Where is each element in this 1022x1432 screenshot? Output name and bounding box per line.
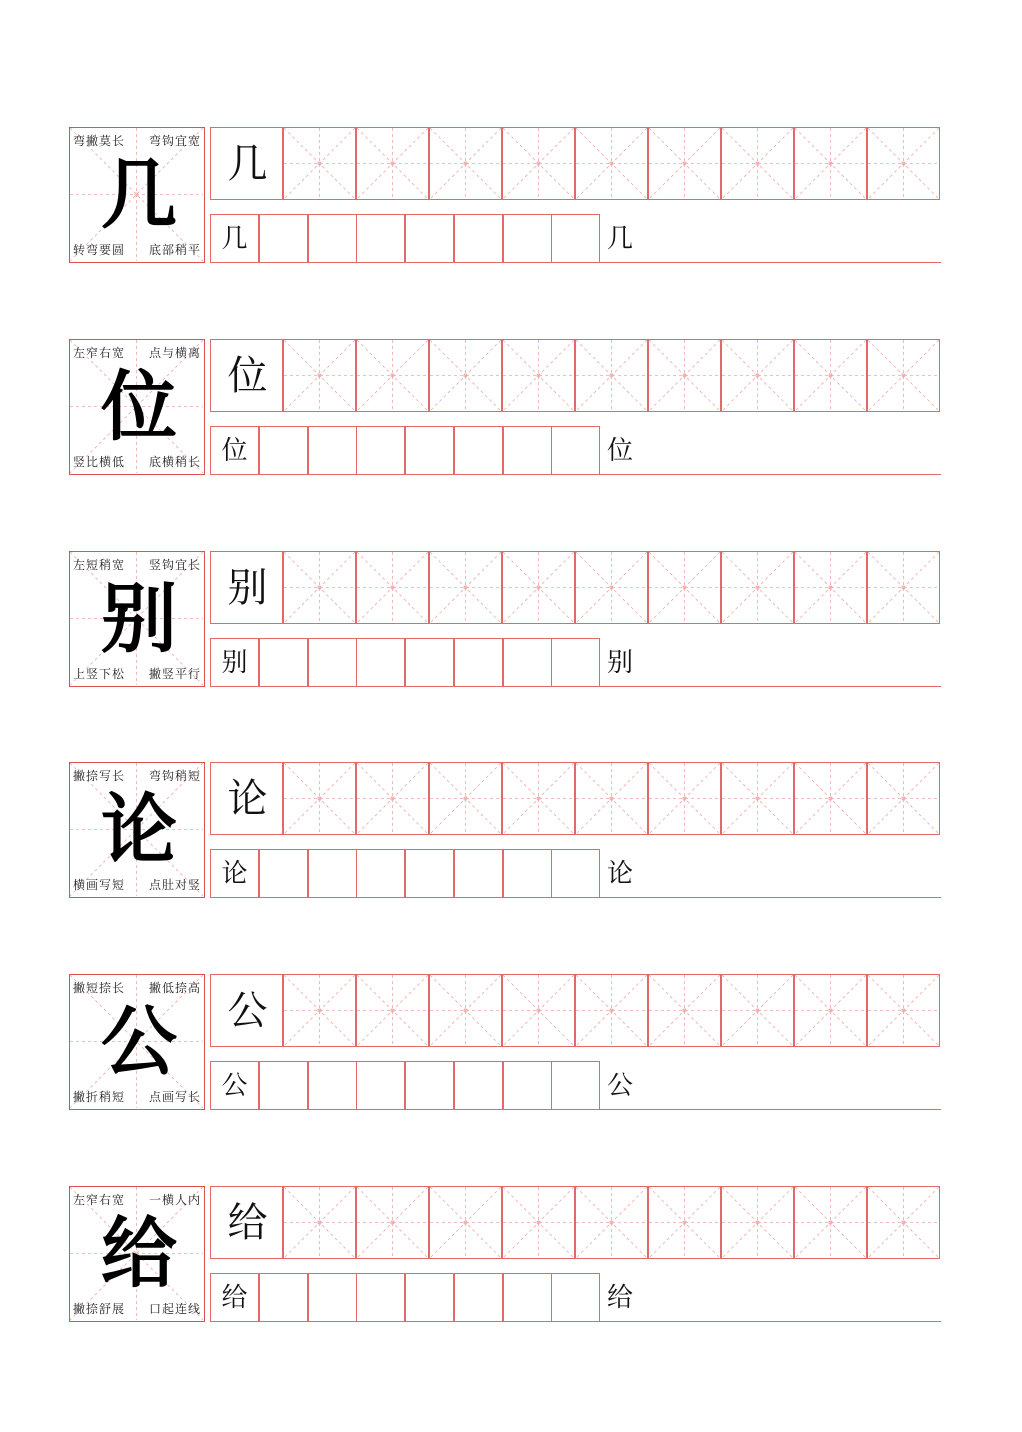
trailing-character: 别: [607, 648, 634, 678]
small-practice-row: [210, 849, 600, 898]
mi-grid-row: [210, 762, 941, 835]
small-practice-row: [210, 1061, 600, 1110]
stroke-guide-box: [69, 1186, 205, 1322]
guide-tip-br: 点肚对竖: [148, 878, 201, 892]
guide-character: 别: [101, 574, 177, 663]
mi-grid-lines: [722, 552, 793, 623]
writing-baseline: [210, 1321, 941, 1322]
small-practice-cell[interactable]: [454, 638, 503, 687]
small-practice-cell[interactable]: [356, 1273, 405, 1322]
mi-grid-lines: [430, 552, 501, 623]
mi-grid-lines: [795, 552, 866, 623]
guide-tip-br: 底部稍平: [148, 243, 201, 257]
practice-cell[interactable]: [429, 974, 502, 1047]
guide-tip-tl: 撇捺写长: [73, 769, 126, 783]
practice-cell[interactable]: [721, 127, 794, 200]
mi-grid-lines: [430, 975, 501, 1046]
small-model-cell: 给: [210, 1273, 259, 1322]
guide-character: 给: [101, 1209, 177, 1298]
mi-grid-lines: [868, 128, 939, 199]
mi-grid-lines: [357, 340, 428, 411]
practice-cell[interactable]: [721, 551, 794, 624]
stroke-guide-box: [69, 339, 205, 475]
small-practice-cell[interactable]: [551, 1273, 600, 1322]
practice-cell[interactable]: [575, 339, 648, 412]
small-practice-cell[interactable]: [259, 849, 308, 898]
small-practice-cell[interactable]: [454, 426, 503, 475]
practice-cell[interactable]: [429, 127, 502, 200]
small-practice-cell[interactable]: [503, 849, 552, 898]
guide-tip-tr: 弯钩宜宽: [148, 134, 201, 148]
small-practice-cell[interactable]: [259, 214, 308, 263]
trailing-character: 给: [607, 1283, 634, 1313]
mi-grid-row: [210, 551, 941, 624]
practice-cell[interactable]: [648, 762, 721, 835]
model-character: 位: [227, 353, 268, 399]
model-character: 论: [227, 776, 268, 822]
mi-grid-lines: [795, 763, 866, 834]
model-cell: [210, 127, 283, 200]
small-model-cell: 别: [210, 638, 259, 687]
practice-cell[interactable]: [575, 551, 648, 624]
mi-grid-lines: [576, 763, 647, 834]
character-block: [0, 339, 1022, 479]
guide-character: 公: [101, 997, 177, 1086]
practice-cell[interactable]: [575, 127, 648, 200]
guide-tip-tl: 左短稍宽: [73, 558, 126, 572]
writing-baseline: [210, 474, 941, 475]
guide-tip-tr: 撇低捺高: [148, 981, 201, 995]
mi-grid-row: [210, 1186, 941, 1259]
mi-grid-lines: [649, 128, 720, 199]
guide-tip-br: 撇竖平行: [148, 667, 201, 681]
small-practice-cell[interactable]: [503, 1061, 552, 1110]
small-practice-cell[interactable]: [308, 214, 357, 263]
mi-grid-lines: [868, 975, 939, 1046]
mi-grid-lines: [649, 975, 720, 1046]
small-practice-cell[interactable]: [356, 426, 405, 475]
model-cell: [210, 762, 283, 835]
small-practice-cell[interactable]: [551, 426, 600, 475]
mi-grid-lines: [284, 1187, 355, 1258]
mi-grid-lines: [649, 340, 720, 411]
mi-grid-lines: [357, 552, 428, 623]
mi-grid-lines: [503, 340, 574, 411]
stroke-guide-box: [69, 974, 205, 1110]
small-practice-cell[interactable]: [454, 1273, 503, 1322]
mi-grid-lines: [576, 128, 647, 199]
guide-tip-bl: 横画写短: [73, 878, 126, 892]
guide-tip-tr: 竖钩宜长: [148, 558, 201, 572]
practice-cell[interactable]: [283, 974, 356, 1047]
practice-cell[interactable]: [721, 974, 794, 1047]
mi-grid-row: [210, 974, 941, 1047]
writing-baseline: [210, 686, 941, 687]
small-practice-cell[interactable]: [405, 1061, 454, 1110]
mi-grid-row: [210, 127, 941, 200]
practice-cell[interactable]: [356, 127, 429, 200]
practice-cell[interactable]: [502, 974, 575, 1047]
mi-grid-lines: [503, 975, 574, 1046]
small-model-cell: 公: [210, 1061, 259, 1110]
small-practice-cell[interactable]: [503, 1273, 552, 1322]
mi-grid-lines: [868, 1187, 939, 1258]
guide-tip-br: 点画写长: [148, 1090, 201, 1104]
practice-cell[interactable]: [429, 339, 502, 412]
small-practice-cell[interactable]: [356, 214, 405, 263]
model-cell: [210, 339, 283, 412]
practice-cell[interactable]: [721, 339, 794, 412]
mi-grid-lines: [357, 128, 428, 199]
practice-cell[interactable]: [867, 551, 940, 624]
character-block: [0, 127, 1022, 267]
mi-grid-lines: [284, 552, 355, 623]
practice-cell[interactable]: [283, 339, 356, 412]
stroke-guide-box: [69, 127, 205, 263]
mi-grid-lines: [795, 975, 866, 1046]
practice-cell[interactable]: [283, 1186, 356, 1259]
mi-grid-lines: [795, 1187, 866, 1258]
small-model-cell: 论: [210, 849, 259, 898]
mi-grid-lines: [430, 128, 501, 199]
small-practice-cell[interactable]: [356, 849, 405, 898]
guide-tip-tr: 弯钩稍短: [148, 769, 201, 783]
mi-grid-lines: [357, 1187, 428, 1258]
guide-tip-br: 底横稍长: [148, 455, 201, 469]
mi-grid-lines: [576, 340, 647, 411]
practice-cell[interactable]: [794, 339, 867, 412]
small-practice-cell[interactable]: [551, 638, 600, 687]
mi-grid-lines: [722, 340, 793, 411]
mi-grid-lines: [357, 763, 428, 834]
character-block: [0, 762, 1022, 902]
mi-grid-lines: [284, 128, 355, 199]
mi-grid-lines: [795, 128, 866, 199]
guide-tip-br: 口起连线: [148, 1302, 201, 1316]
practice-cell[interactable]: [575, 1186, 648, 1259]
character-block: [0, 1186, 1022, 1326]
small-practice-row: [210, 638, 600, 687]
practice-cell[interactable]: [648, 339, 721, 412]
practice-cell[interactable]: [502, 551, 575, 624]
practice-cell[interactable]: [429, 551, 502, 624]
mi-grid-lines: [649, 1187, 720, 1258]
mi-grid-lines: [722, 128, 793, 199]
small-practice-cell[interactable]: [405, 214, 454, 263]
practice-cell[interactable]: [867, 127, 940, 200]
practice-cell[interactable]: [575, 762, 648, 835]
guide-tip-tl: 左窄右宽: [73, 346, 126, 360]
trailing-character: 公: [607, 1071, 634, 1101]
small-model-cell: 位: [210, 426, 259, 475]
mi-grid-lines: [503, 552, 574, 623]
mi-grid-lines: [868, 552, 939, 623]
practice-cell[interactable]: [721, 1186, 794, 1259]
practice-cell[interactable]: [502, 762, 575, 835]
practice-cell[interactable]: [356, 551, 429, 624]
mi-grid-lines: [868, 763, 939, 834]
small-practice-cell[interactable]: [308, 849, 357, 898]
practice-cell[interactable]: [356, 1186, 429, 1259]
small-practice-cell[interactable]: [503, 214, 552, 263]
guide-tip-tr: 一横人内: [148, 1193, 201, 1207]
guide-tip-bl: 上竖下松: [73, 667, 126, 681]
small-practice-cell[interactable]: [454, 1061, 503, 1110]
practice-cell[interactable]: [356, 974, 429, 1047]
practice-cell[interactable]: [794, 762, 867, 835]
practice-cell[interactable]: [648, 974, 721, 1047]
mi-grid-lines: [284, 340, 355, 411]
small-practice-row: [210, 426, 600, 475]
practice-cell[interactable]: [356, 339, 429, 412]
guide-tip-bl: 转弯要圆: [73, 243, 126, 257]
small-practice-cell[interactable]: [356, 1061, 405, 1110]
mi-grid-lines: [722, 1187, 793, 1258]
small-practice-cell[interactable]: [259, 638, 308, 687]
small-practice-row: [210, 214, 600, 263]
mi-grid-row: [210, 339, 941, 412]
guide-tip-tl: 弯撇莫长: [73, 134, 126, 148]
mi-grid-lines: [649, 763, 720, 834]
model-character: 几: [227, 141, 268, 187]
practice-cell[interactable]: [283, 551, 356, 624]
model-cell: [210, 551, 283, 624]
model-cell: [210, 1186, 283, 1259]
guide-character: 位: [101, 362, 177, 451]
small-practice-cell[interactable]: [356, 638, 405, 687]
character-block: [0, 974, 1022, 1114]
mi-grid-lines: [649, 552, 720, 623]
small-practice-cell[interactable]: [308, 1273, 357, 1322]
practice-cell[interactable]: [867, 762, 940, 835]
guide-tip-tl: 撇短捺长: [73, 981, 126, 995]
guide-tip-bl: 撇折稍短: [73, 1090, 126, 1104]
mi-grid-lines: [722, 975, 793, 1046]
mi-grid-lines: [284, 975, 355, 1046]
mi-grid-lines: [503, 128, 574, 199]
practice-cell[interactable]: [429, 1186, 502, 1259]
model-cell: [210, 974, 283, 1047]
practice-cell[interactable]: [283, 127, 356, 200]
practice-cell[interactable]: [794, 1186, 867, 1259]
practice-cell[interactable]: [794, 127, 867, 200]
small-practice-cell[interactable]: [405, 426, 454, 475]
writing-baseline: [210, 1109, 941, 1110]
small-practice-cell[interactable]: [503, 426, 552, 475]
mi-grid-lines: [503, 1187, 574, 1258]
guide-tip-tl: 左窄右宽: [73, 1193, 126, 1207]
mi-grid-lines: [576, 975, 647, 1046]
practice-cell[interactable]: [575, 974, 648, 1047]
guide-tip-bl: 撇捺舒展: [73, 1302, 126, 1316]
small-practice-cell[interactable]: [259, 426, 308, 475]
small-practice-cell[interactable]: [551, 849, 600, 898]
mi-grid-lines: [503, 763, 574, 834]
practice-cell[interactable]: [356, 762, 429, 835]
guide-character: 论: [101, 785, 177, 874]
stroke-guide-box: [69, 762, 205, 898]
small-practice-cell[interactable]: [308, 426, 357, 475]
practice-cell[interactable]: [867, 974, 940, 1047]
guide-tip-bl: 竖比横低: [73, 455, 126, 469]
stroke-guide-box: [69, 551, 205, 687]
guide-character: 几: [101, 150, 177, 239]
writing-baseline: [210, 897, 941, 898]
trailing-character: 几: [607, 224, 634, 254]
practice-cell[interactable]: [429, 762, 502, 835]
small-practice-cell[interactable]: [308, 1061, 357, 1110]
practice-cell[interactable]: [867, 339, 940, 412]
trailing-character: 位: [607, 436, 634, 466]
small-practice-cell[interactable]: [405, 849, 454, 898]
mi-grid-lines: [868, 340, 939, 411]
trailing-character: 论: [607, 859, 634, 889]
small-practice-cell[interactable]: [308, 638, 357, 687]
mi-grid-lines: [576, 1187, 647, 1258]
practice-cell[interactable]: [794, 974, 867, 1047]
practice-cell[interactable]: [867, 1186, 940, 1259]
practice-cell[interactable]: [283, 762, 356, 835]
practice-cell[interactable]: [648, 551, 721, 624]
practice-cell[interactable]: [794, 551, 867, 624]
practice-cell[interactable]: [648, 1186, 721, 1259]
mi-grid-lines: [576, 552, 647, 623]
writing-baseline: [210, 262, 941, 263]
practice-cell[interactable]: [648, 127, 721, 200]
mi-grid-lines: [284, 763, 355, 834]
mi-grid-lines: [430, 763, 501, 834]
small-practice-cell[interactable]: [551, 214, 600, 263]
mi-grid-lines: [357, 975, 428, 1046]
character-block: [0, 551, 1022, 691]
small-practice-cell[interactable]: [259, 1061, 308, 1110]
small-practice-cell[interactable]: [405, 1273, 454, 1322]
practice-cell[interactable]: [502, 127, 575, 200]
small-practice-cell[interactable]: [405, 638, 454, 687]
small-practice-row: [210, 1273, 600, 1322]
guide-tip-tr: 点与横离: [148, 346, 201, 360]
mi-grid-lines: [430, 340, 501, 411]
small-practice-cell[interactable]: [503, 638, 552, 687]
mi-grid-lines: [430, 1187, 501, 1258]
small-model-cell: 几: [210, 214, 259, 263]
small-practice-cell[interactable]: [454, 214, 503, 263]
small-practice-cell[interactable]: [454, 849, 503, 898]
model-character: 给: [227, 1200, 268, 1246]
small-practice-cell[interactable]: [551, 1061, 600, 1110]
model-character: 别: [227, 565, 268, 611]
small-practice-cell[interactable]: [259, 1273, 308, 1322]
practice-cell[interactable]: [721, 762, 794, 835]
mi-grid-lines: [722, 763, 793, 834]
practice-cell[interactable]: [502, 339, 575, 412]
practice-cell[interactable]: [502, 1186, 575, 1259]
mi-grid-lines: [795, 340, 866, 411]
model-character: 公: [227, 988, 268, 1034]
